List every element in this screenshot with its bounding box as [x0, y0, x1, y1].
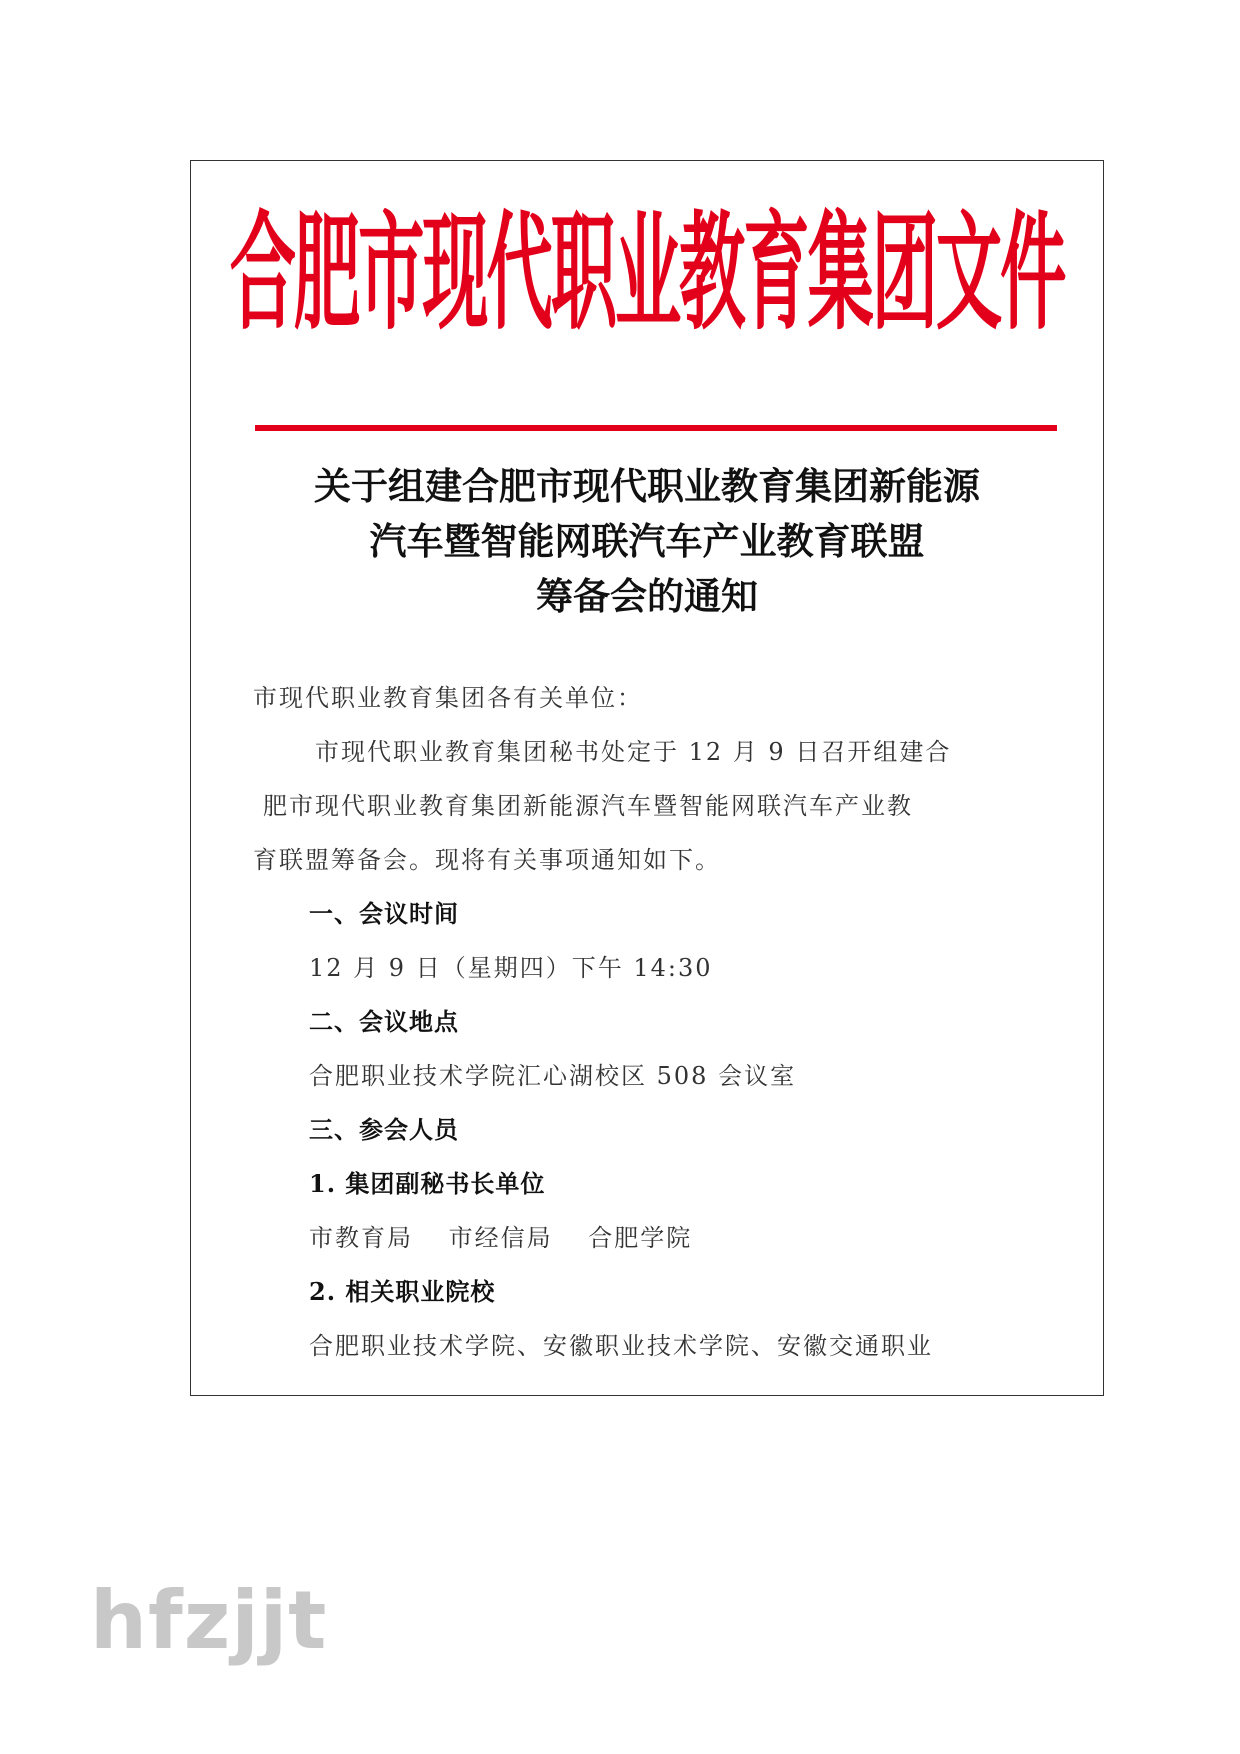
subsection-heading-colleges: 2. 相关职业院校: [309, 1277, 496, 1306]
intro-line: 育联盟筹备会。现将有关事项通知如下。: [253, 846, 721, 874]
title-line: 关于组建合肥市现代职业教育集团新能源: [314, 464, 980, 508]
intro-line: 市现代职业教育集团秘书处定于 12 月 9 日召开组建合: [315, 738, 952, 766]
section-heading-time: 一、会议时间: [309, 899, 459, 928]
watermark: hfzjjt: [90, 1574, 328, 1667]
section-heading-attendees: 三、参会人员: [309, 1115, 459, 1144]
section-content-time: 12 月 9 日（星期四）下午 14:30: [309, 954, 713, 982]
masthead-title: 合肥市现代职业教育集团文件: [229, 197, 1065, 348]
notice-body: [253, 671, 1053, 1373]
intro-line: 肥市现代职业教育集团新能源汽车暨智能网联汽车产业教: [263, 792, 913, 820]
title-line: 汽车暨智能网联汽车产业教育联盟: [369, 519, 925, 563]
subsection-heading-deputy: 1. 集团副秘书长单位: [309, 1169, 546, 1198]
title-line: 筹备会的通知: [536, 574, 758, 618]
section-content-location: 合肥职业技术学院汇心湖校区 508 会议室: [309, 1062, 797, 1090]
section-heading-location: 二、会议地点: [309, 1007, 459, 1036]
subsection-content-colleges: 合肥职业技术学院、安徽职业技术学院、安徽交通职业: [309, 1332, 933, 1360]
notice-title: [231, 459, 1063, 624]
document-masthead: [229, 179, 1065, 348]
red-divider: [255, 425, 1057, 431]
document-page: [190, 160, 1104, 1396]
salutation: 市现代职业教育集团各有关单位：: [253, 684, 643, 712]
subsection-content-deputy: 市教育局 市经信局 合肥学院: [309, 1224, 693, 1252]
